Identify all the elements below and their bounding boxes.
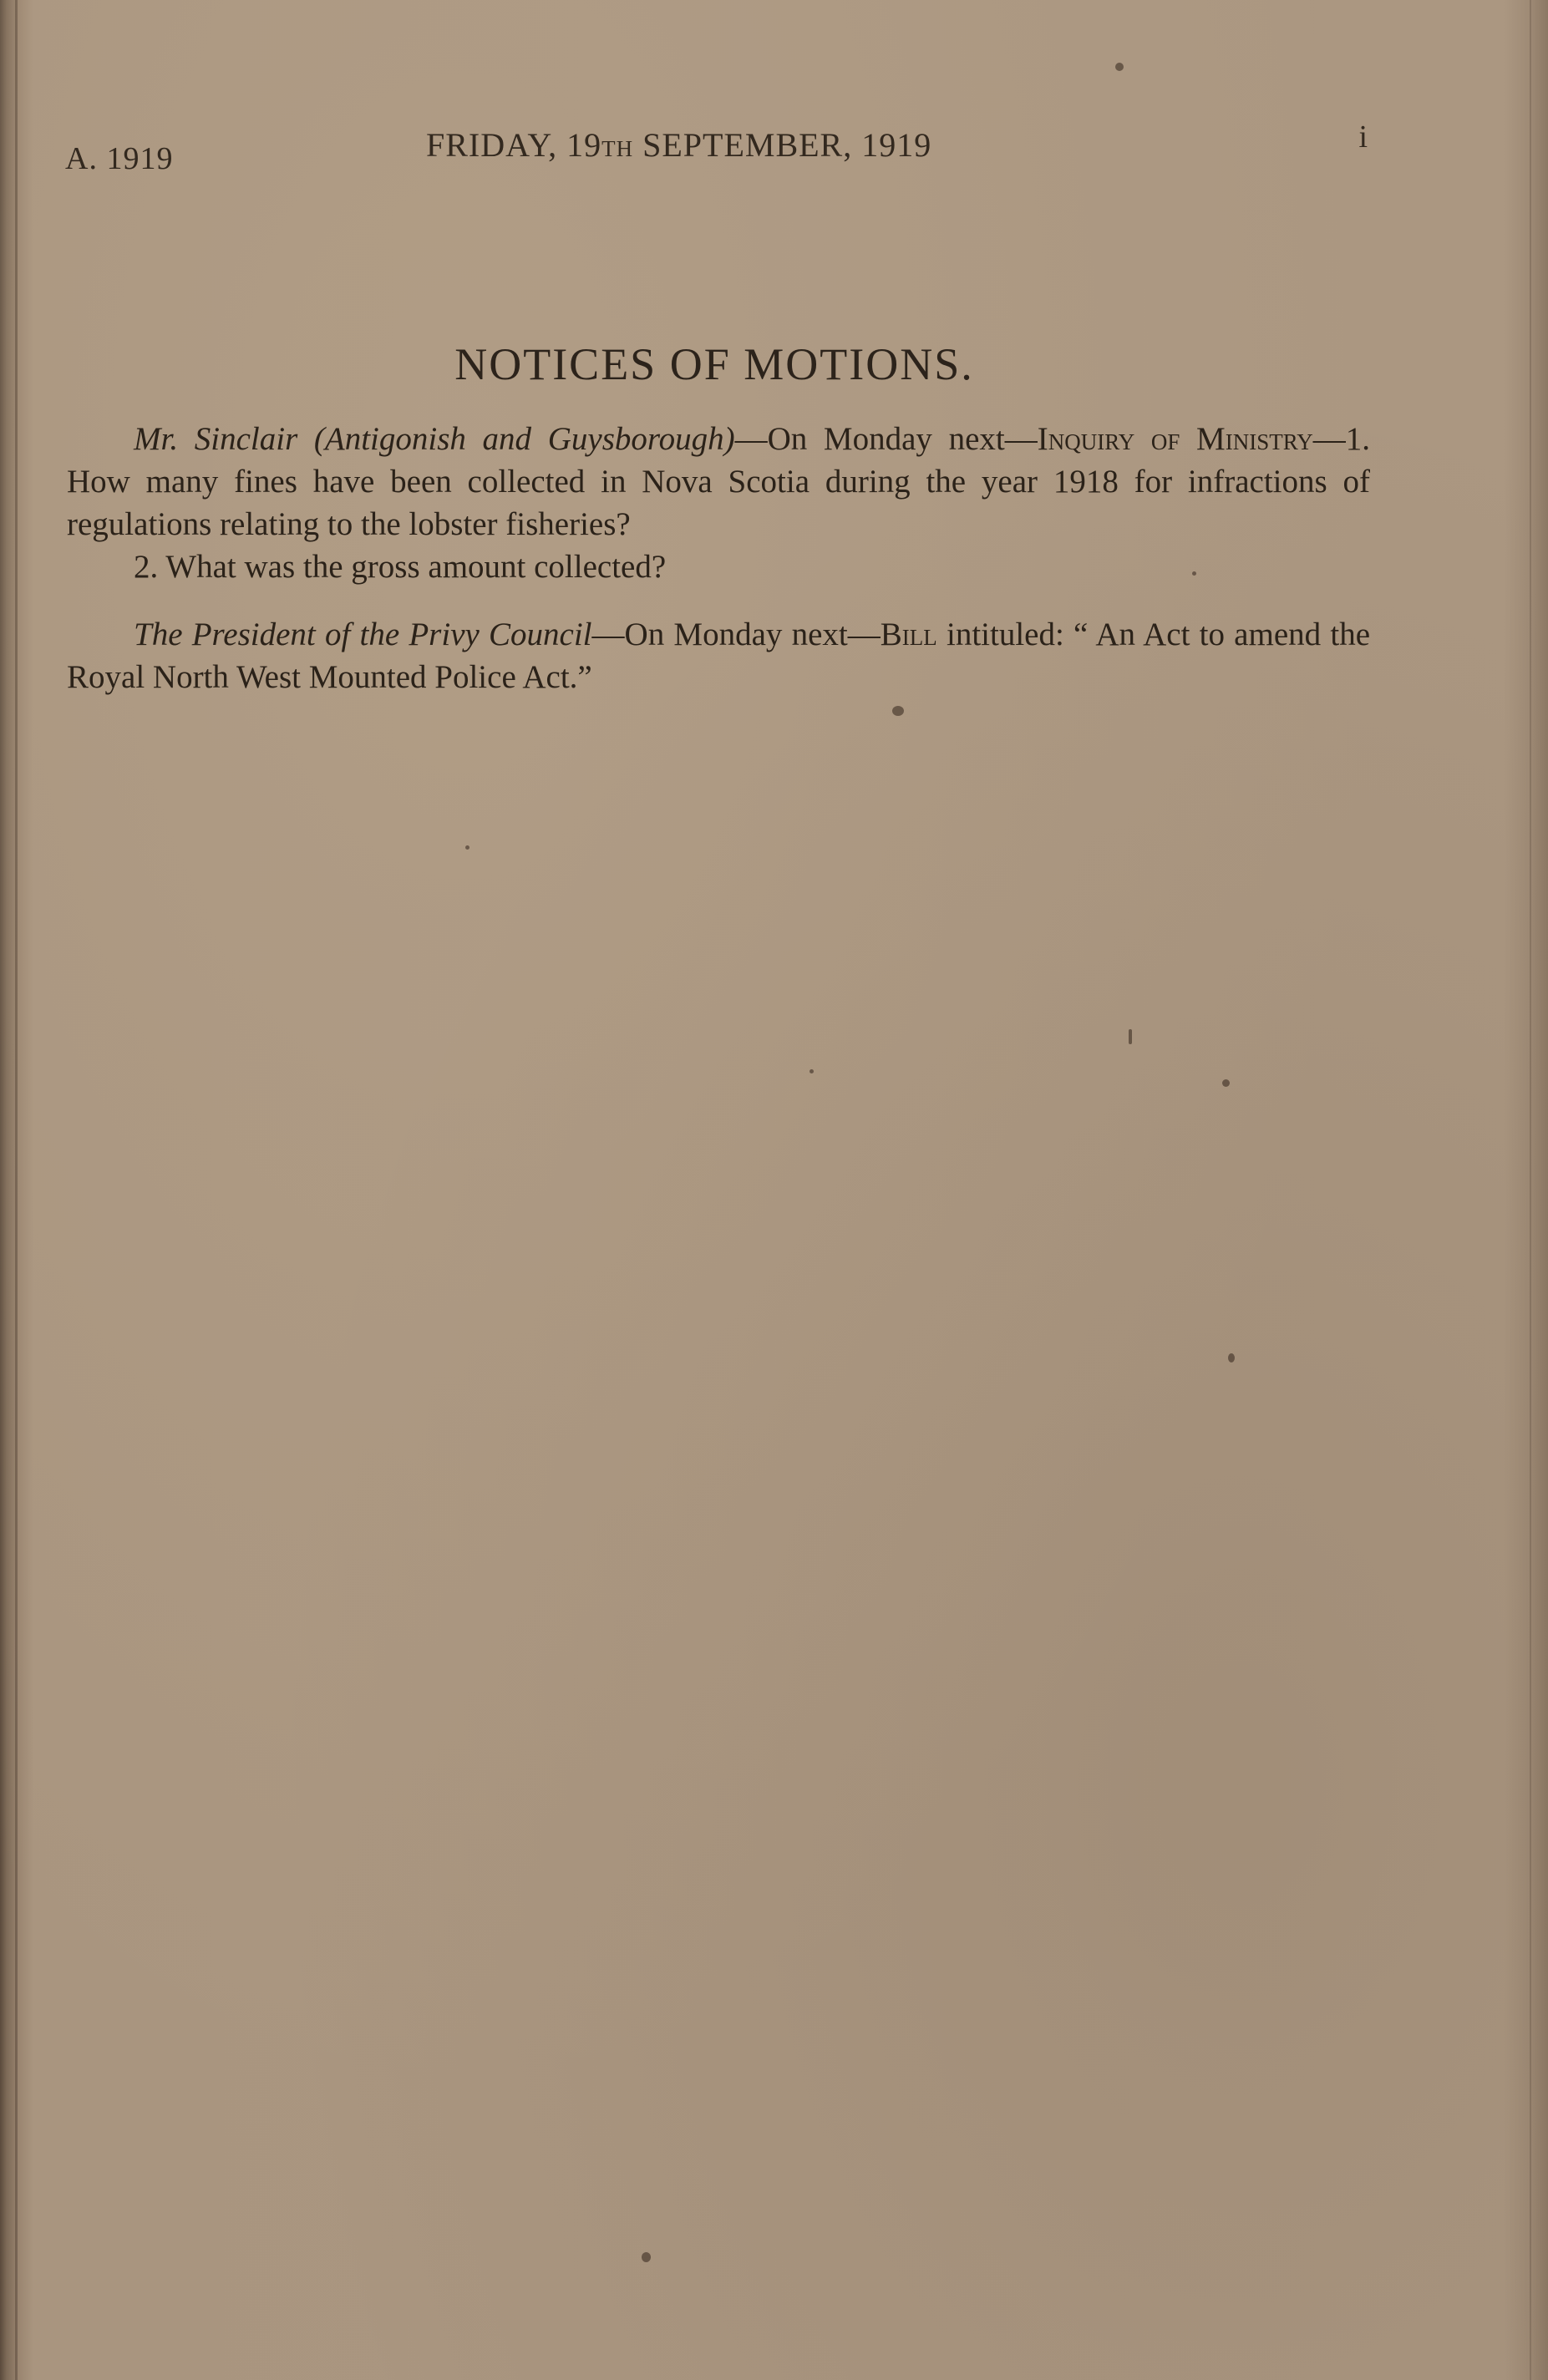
motion-kind: Inquiry of Ministry	[1037, 421, 1313, 457]
motion-mover: The President of the Privy Council	[134, 617, 592, 652]
page-edge	[1530, 0, 1531, 2380]
motion-intro: —On Monday next—	[591, 617, 881, 652]
paper-speck	[465, 845, 469, 850]
paper-speck	[1129, 1029, 1132, 1044]
notices-body	[67, 418, 1370, 698]
motion-kind: Bill	[880, 617, 937, 652]
paper-speck	[1115, 63, 1124, 71]
header-year: A. 1919	[65, 141, 174, 176]
motion-paragraph	[67, 613, 1370, 698]
header-date-day: FRIDAY, 19	[426, 126, 602, 164]
motion-text: —1. How many fines have been collected in Nova Scotia during the year 1918 for infractions of regulations relating to the lobster fisheries?	[67, 421, 1370, 542]
paper-speck	[1192, 571, 1196, 576]
motion-question: 2. What was the gross amount collected?	[134, 549, 667, 585]
motion-text: intituled: “ An Act to amend the Royal North West Mounted Police Act.”	[67, 617, 1370, 695]
header-date-ordinal: TH	[601, 136, 634, 161]
header-date-month-year: SEPTEMBER, 1919	[633, 126, 932, 164]
paper-speck	[1228, 1353, 1235, 1363]
motion-intro: —On Monday next—	[734, 421, 1038, 457]
running-header	[65, 119, 1368, 176]
header-date	[426, 125, 931, 165]
paper-speck	[1222, 1079, 1230, 1087]
header-page-number: i	[1358, 119, 1368, 155]
paper-speck	[642, 2252, 651, 2262]
paper-speck	[810, 1069, 814, 1073]
page-title: NOTICES OF MOTIONS.	[454, 339, 974, 389]
motion-paragraph	[67, 418, 1370, 546]
motion-mover: Mr. Sinclair (Antigonish and Guysborough)	[134, 421, 735, 457]
paper-speck	[892, 706, 904, 716]
